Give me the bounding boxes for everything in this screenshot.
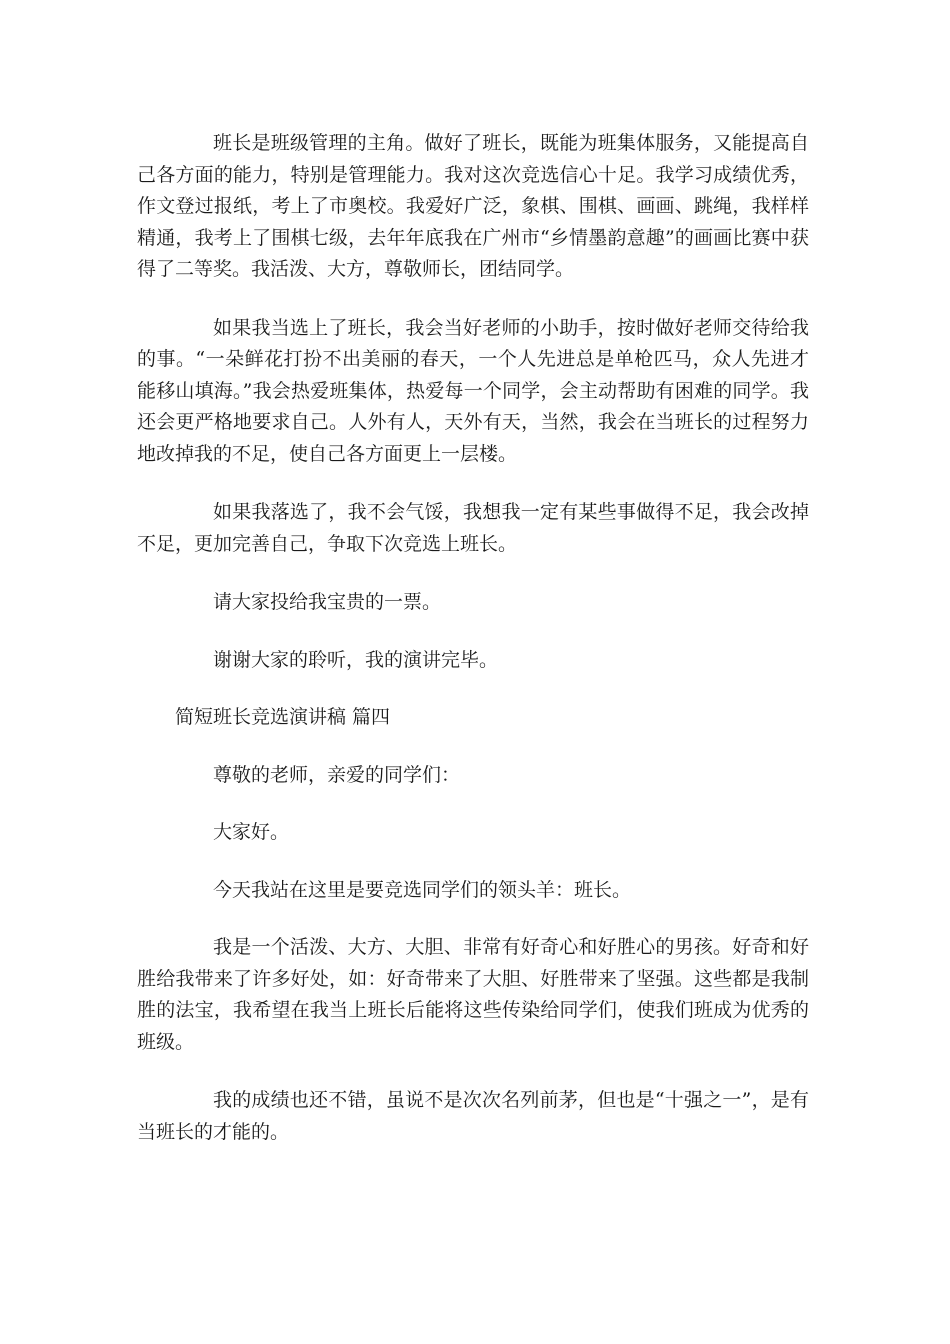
paragraph-if-elected: 如果我当选上了班长，我会当好老师的小助手，按时做好老师交待给我的事。“一朵鲜花打扮不出美丽的春天，一个人先进总是单枪匹马，众人先进才能移山填海。”我会热爱班集体，热爱每一个同学，会主动帮助有困难的同学。我还会更严格地要求自己。人外有人，天外有天，当然，我会在当班长的过程努力地改掉我的不足，使自己各方面更上一层楼。 <box>137 316 809 465</box>
paragraph-grades: 我的成绩也还不错，虽说不是次次名列前茅，但也是“十强之一”，是有当班长的才能的。 <box>137 1089 809 1143</box>
paragraph-vote-request: 请大家投给我宝贵的一票。 <box>213 591 442 613</box>
document-body <box>137 128 809 1175</box>
paragraph-personality: 我是一个活泼、大方、大胆、非常有好奇心和好胜心的男孩。好奇和好胜给我带来了许多好处，如：好奇带来了大胆、好胜带来了坚强。这些都是我制胜的法宝，我希望在我当上班长后能将这些传染给同学们，使我们班成为优秀的班级。 <box>137 936 809 1053</box>
paragraph-if-not-elected: 如果我落选了，我不会气馁，我想我一定有某些事做得不足，我会改掉不足，更加完善自己，争取下次竞选上班长。 <box>137 501 809 555</box>
paragraph-intro: 今天我站在这里是要竞选同学们的领头羊：班长。 <box>213 878 632 901</box>
paragraph-greeting-teachers: 尊敬的老师，亲爱的同学们： <box>213 763 461 786</box>
paragraph-greeting-all: 大家好。 <box>213 821 290 843</box>
paragraph-monitor-role: 班长是班级管理的主角。做好了班长，既能为班集体服务，又能提高自己各方面的能力，特别是管理能力。我对这次竞选信心十足。我学习成绩优秀，作文登过报纸，考上了市奥校。我爱好广泛，象棋、围棋、画画、跳绳，我样样精通，我考上了围棋七级，去年年底我在广州市“乡情墨韵意趣”的画画比赛中获得了二等奖。我活泼、大方，尊敬师长，团结同学。 <box>137 132 809 280</box>
section-heading: 简短班长竞选演讲稿 篇四 <box>175 706 391 728</box>
paragraph-thanks: 谢谢大家的聆听，我的演讲完毕。 <box>213 648 499 671</box>
